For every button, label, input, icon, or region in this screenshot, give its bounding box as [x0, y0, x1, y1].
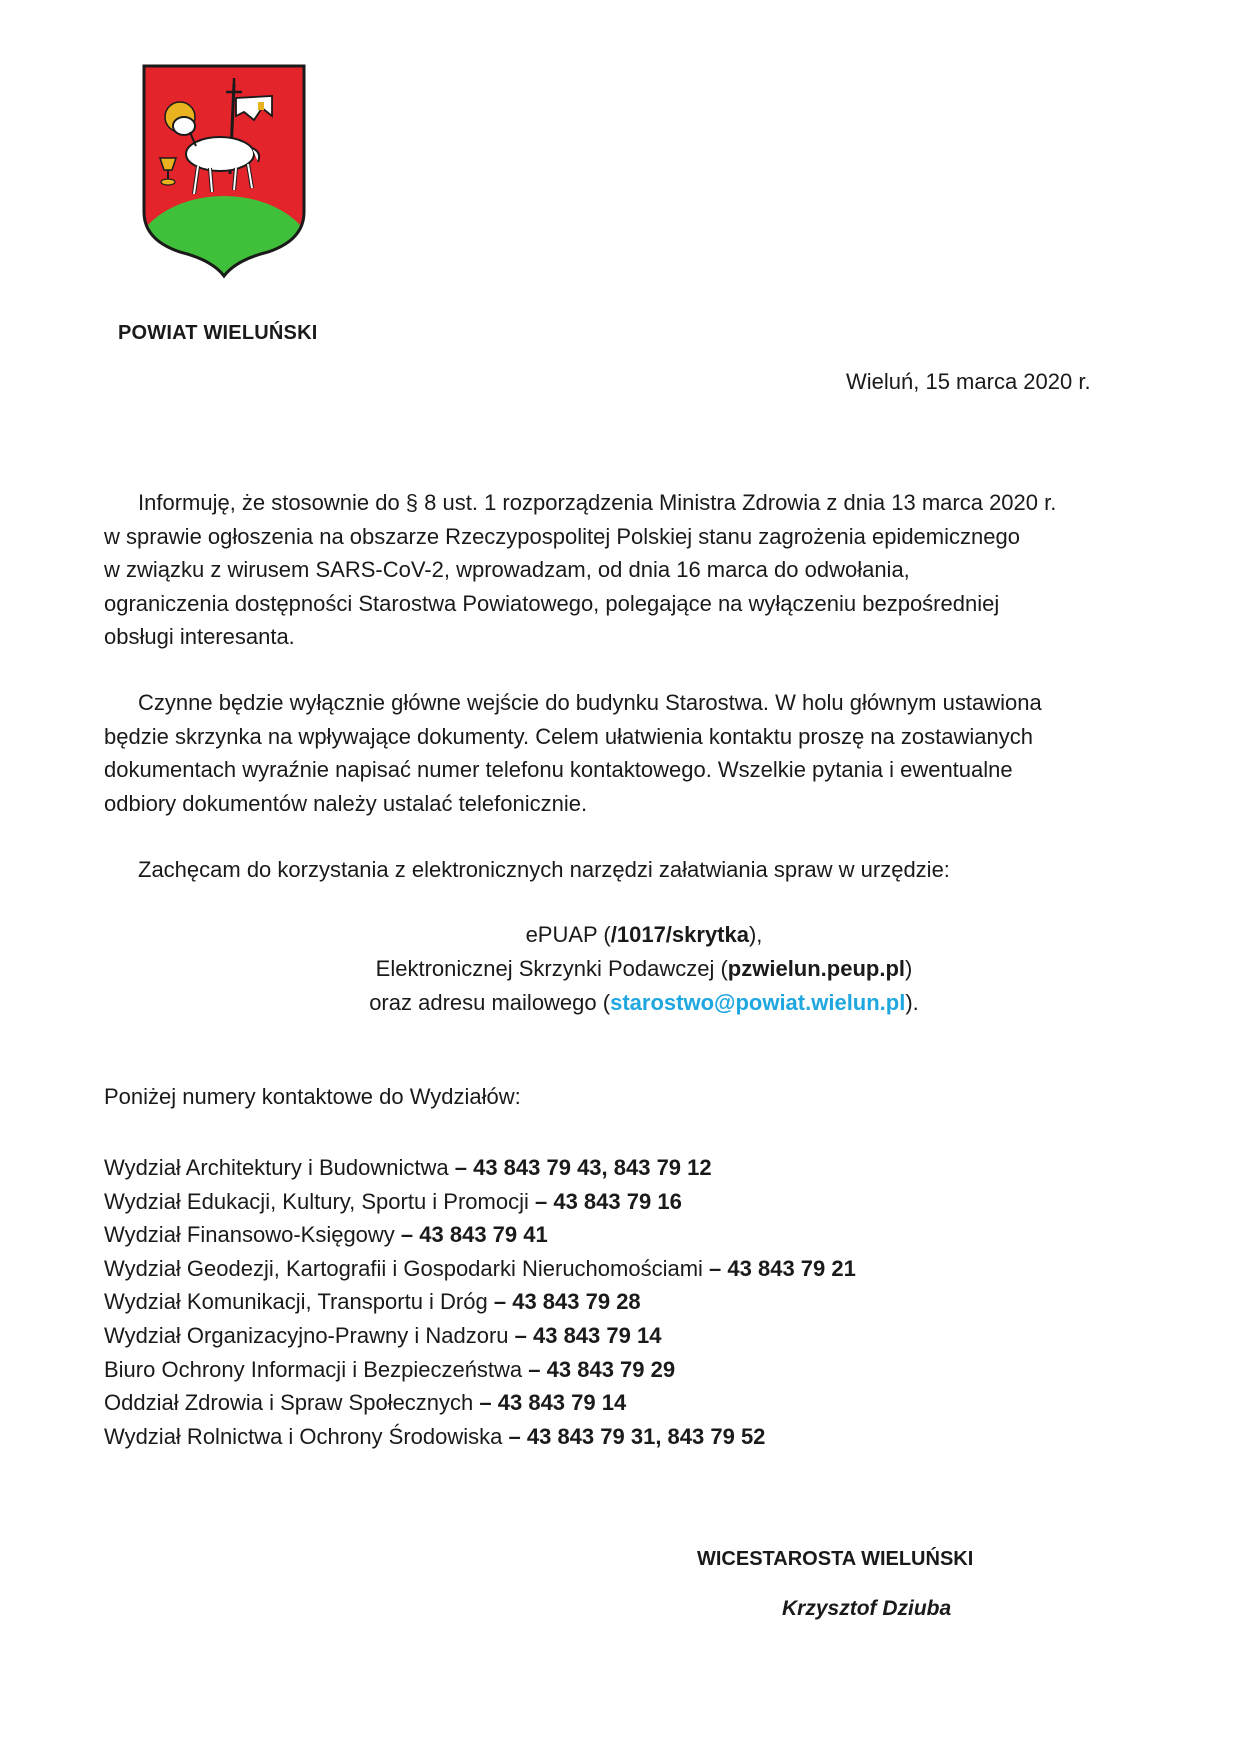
contacts-intro: Poniżej numery kontaktowe do Wydziałów: [104, 1084, 521, 1109]
department-name: Wydział Edukacji, Kultury, Sportu i Promocji [104, 1188, 529, 1214]
list-item [104, 1218, 856, 1252]
department-phone: 43 843 79 21 [727, 1255, 856, 1281]
list-item [104, 1252, 856, 1286]
department-phone: 43 843 79 14 [532, 1322, 662, 1348]
phone-separator: – [522, 1356, 547, 1382]
organization-name: POWIAT WIELUŃSKI [118, 322, 318, 344]
list-item [104, 1353, 856, 1387]
list-item [104, 1285, 856, 1319]
list-item [104, 1319, 856, 1353]
paragraph-line: w związku z wirusem SARS-CoV-2, wprowadzam, od dnia 16 marca do odwołania, [104, 557, 910, 582]
epuap-line [104, 918, 1184, 952]
department-list [104, 1151, 856, 1453]
epuap-suffix: ), [748, 922, 763, 947]
department-name: Wydział Finansowo-Księgowy [104, 1222, 395, 1248]
esp-line [104, 952, 1184, 986]
signature-name: Krzysztof Dziuba [782, 1597, 952, 1620]
phone-separator: – [487, 1289, 513, 1315]
department-phone: 43 843 79 16 [553, 1188, 682, 1214]
list-item [104, 1386, 856, 1420]
department-phone: 43 843 79 14 [497, 1390, 627, 1416]
department-name: Oddział Zdrowia i Spraw Społecznych [104, 1390, 474, 1416]
paragraph-line: będzie skrzynka na wpływające dokumenty. Celem ułatwienia kontaktu proszę na zostawianych [104, 723, 1033, 749]
paragraph-line: Zachęcam do korzystania z elektronicznych narzędzi załatwiania spraw w urzędzie: [138, 857, 950, 882]
department-phone: 43 843 79 28 [512, 1289, 641, 1315]
email-link[interactable]: starostwo@powiat.wielun.pl [610, 990, 906, 1015]
phone-separator: – [473, 1390, 498, 1416]
esp-suffix: ) [905, 956, 913, 981]
phone-separator: – [508, 1322, 533, 1348]
department-phone: 43 843 79 31, 843 79 52 [526, 1423, 766, 1449]
phone-separator: – [528, 1188, 554, 1214]
paragraph-line: ograniczenia dostępności Starostwa Powiatowego, polegające na wyłączeniu bezpośredniej [104, 590, 1000, 616]
department-name: Wydział Organizacyjno-Prawny i Nadzoru [104, 1322, 509, 1348]
department-name: Wydział Komunikacji, Transportu i Dróg [104, 1289, 488, 1315]
paragraph-line: Czynne będzie wyłącznie główne wejście do budynku Starostwa. W holu głównym ustawiona [138, 690, 1042, 715]
paragraph-line: w sprawie ogłoszenia na obszarze Rzeczypospolitej Polskiej stanu zagrożenia epidemicznego [104, 523, 1020, 549]
phone-separator: – [394, 1222, 420, 1248]
esp-prefix: Elektronicznej Skrzynki Podawczej ( [375, 956, 728, 981]
list-item [104, 1185, 856, 1219]
epuap-prefix: ePUAP ( [525, 922, 611, 947]
list-item [104, 1151, 856, 1185]
phone-separator: – [502, 1423, 527, 1449]
paragraph-line: odbiory dokumentów należy ustalać telefonicznie. [104, 790, 588, 816]
paragraph-line: Informuję, że stosownie do § 8 ust. 1 rozporządzenia Ministra Zdrowia z dnia 13 marca 2020 r. [138, 490, 1057, 515]
email-line [104, 986, 1184, 1020]
document-date: Wieluń, 15 marca 2020 r. [846, 369, 1091, 394]
esp-address: pzwielun.peup.pl [727, 956, 906, 981]
phone-separator: – [448, 1155, 474, 1180]
paragraph-restrictions [104, 486, 1184, 654]
paragraph-line: obsługi interesanta. [104, 624, 295, 649]
electronic-channels [104, 918, 1184, 1020]
phone-separator: – [702, 1255, 728, 1281]
department-name: Wydział Architektury i Budownictwa [104, 1155, 449, 1180]
department-name: Biuro Ochrony Informacji i Bezpieczeństwa [104, 1356, 523, 1382]
department-phone: 43 843 79 41 [419, 1222, 548, 1248]
epuap-address: /1017/skrytka [610, 922, 749, 947]
coat-of-arms-icon [140, 62, 308, 280]
department-phone: 43 843 79 43, 843 79 12 [473, 1155, 712, 1180]
paragraph-line: dokumentach wyraźnie napisać numer telefonu kontaktowego. Wszelkie pytania i ewentualne [104, 757, 1013, 782]
list-item [104, 1420, 856, 1454]
email-suffix: ). [905, 990, 919, 1015]
department-name: Wydział Geodezji, Kartografii i Gospodarki Nieruchomościami [104, 1255, 703, 1281]
paragraph-electronic-tools [104, 853, 1184, 887]
department-phone: 43 843 79 29 [546, 1356, 676, 1382]
paragraph-entrance [104, 686, 1184, 820]
email-prefix: oraz adresu mailowego ( [369, 990, 611, 1015]
department-name: Wydział Rolnictwa i Ochrony Środowiska [104, 1423, 503, 1449]
signature-title: WICESTAROSTA WIELUŃSKI [697, 1548, 974, 1570]
